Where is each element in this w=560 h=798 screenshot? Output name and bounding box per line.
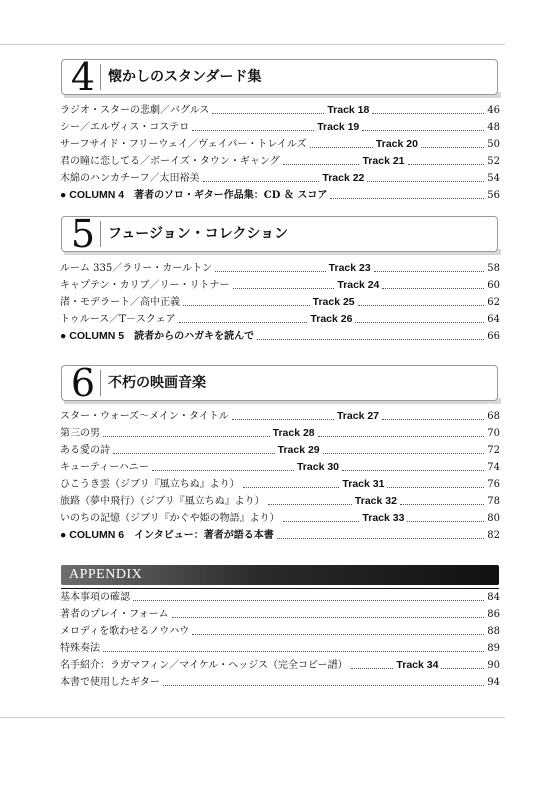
toc-entry[interactable] xyxy=(60,425,500,440)
leader-dots xyxy=(192,130,314,131)
column-page: 66 xyxy=(487,331,500,342)
leader-dots xyxy=(382,288,484,289)
entry-page: 68 xyxy=(487,411,501,422)
leader-dots xyxy=(179,322,308,323)
entry-title: 名手紹介：ラガマフィン／マイケル・ヘッジス（完全コピー譜） xyxy=(60,660,348,671)
section-6-title: 不朽の映画音楽 xyxy=(108,375,206,391)
entry-page: 50 xyxy=(487,139,501,150)
section-6-separator xyxy=(100,370,101,396)
entry-title: 旅路（夢中飛行）（ジブリ『風立ちぬ』より） xyxy=(60,496,265,507)
entry-title: サーフサイド・フリーウェイ／ヴェイパー・トレイルズ xyxy=(60,139,307,150)
leader-dots xyxy=(103,651,484,652)
entry-title: スター・ウォーズ～メイン・タイトル xyxy=(60,411,229,422)
toc-entry[interactable] xyxy=(60,136,500,151)
entry-page: 78 xyxy=(487,496,501,507)
section-5-title: フュージョン・コレクション xyxy=(108,226,289,242)
bottom-rule xyxy=(0,717,505,718)
toc-entry[interactable] xyxy=(60,260,500,275)
entry-page: 86 xyxy=(487,609,500,620)
leader-dots xyxy=(323,453,485,454)
toc-entry[interactable] xyxy=(60,153,500,168)
entry-track: Track 20 xyxy=(375,138,418,150)
leader-dots xyxy=(400,504,484,505)
section-4-header xyxy=(61,55,498,99)
entry-track: Track 27 xyxy=(336,410,380,422)
toc-entry[interactable] xyxy=(60,476,500,491)
entry-track: Track 21 xyxy=(362,155,405,167)
entry-title: 著者のプレイ・フォーム xyxy=(60,609,169,620)
leader-dots xyxy=(133,600,484,601)
leader-dots xyxy=(374,271,485,272)
leader-dots xyxy=(358,305,485,306)
top-rule xyxy=(0,44,505,45)
entry-title: 君の瞳に恋してる／ボーイズ・タウン・ギャング xyxy=(60,156,280,167)
entry-page: 94 xyxy=(487,677,500,688)
entry-title: いのちの記憶（ジブリ『かぐや姫の物語』より） xyxy=(60,513,280,524)
toc-entry[interactable] xyxy=(60,442,500,457)
entry-page: 60 xyxy=(487,280,500,291)
leader-dots xyxy=(233,288,335,289)
entry-track: Track 29 xyxy=(277,444,320,456)
section-6-header xyxy=(61,361,498,405)
leader-dots xyxy=(408,164,485,165)
column-label: ● COLUMN 5 xyxy=(60,330,125,342)
column-title: 読者からのハガキを読んで xyxy=(134,331,255,342)
entry-track: Track 26 xyxy=(310,313,353,325)
entry-page: 48 xyxy=(487,122,501,133)
leader-dots xyxy=(113,453,275,454)
section-6-number: 6 xyxy=(70,361,96,405)
leader-dots xyxy=(318,436,485,437)
entry-track: Track 34 xyxy=(396,659,439,671)
leader-dots xyxy=(192,634,484,635)
entry-title: 本書で使用したギター xyxy=(60,677,160,688)
leader-dots xyxy=(372,113,484,114)
entry-track: Track 30 xyxy=(296,461,340,473)
leader-dots xyxy=(330,198,484,199)
appendix-entry[interactable] xyxy=(60,674,500,689)
toc-entry[interactable] xyxy=(60,119,500,134)
toc-entry[interactable] xyxy=(60,277,500,292)
entry-title: ルーム 335／ラリー・カールトン xyxy=(60,263,213,274)
entry-title: シー／エルヴィス・コステロ xyxy=(60,122,190,133)
leader-dots xyxy=(268,504,352,505)
section-5-number: 5 xyxy=(70,212,96,256)
entry-page: 80 xyxy=(487,513,501,524)
entry-track: Track 19 xyxy=(317,121,360,133)
entry-track: Track 28 xyxy=(272,427,315,439)
entry-page: 64 xyxy=(487,314,500,325)
leader-dots xyxy=(441,668,484,669)
entry-page: 58 xyxy=(487,263,501,274)
leader-dots xyxy=(310,147,373,148)
entry-page: 89 xyxy=(487,643,500,654)
entry-page: 70 xyxy=(487,428,500,439)
section-4-separator xyxy=(100,64,101,90)
appendix-entry[interactable] xyxy=(60,606,500,621)
toc-entry[interactable] xyxy=(60,170,500,185)
column-title: 著者のソロ・ギター作品集：CD ＆ スコア xyxy=(134,190,328,201)
entry-page: 84 xyxy=(487,592,500,603)
leader-dots xyxy=(283,521,360,522)
section-4-title: 懐かしのスタンダード集 xyxy=(108,69,262,85)
entry-track: Track 18 xyxy=(327,104,370,116)
leader-dots xyxy=(407,521,484,522)
section-5-separator xyxy=(100,221,101,247)
leader-dots xyxy=(283,164,360,165)
leader-dots xyxy=(277,538,485,539)
section-5-header xyxy=(61,212,498,256)
entry-title: トゥルース／T－スクェア xyxy=(60,314,176,325)
appendix-entry[interactable] xyxy=(60,640,500,655)
entry-track: Track 25 xyxy=(312,296,355,308)
leader-dots xyxy=(203,181,320,182)
column-entry[interactable] xyxy=(60,328,500,343)
entry-track: Track 31 xyxy=(342,478,385,490)
entry-title: キャプテン・カリブ／リー・リトナー xyxy=(60,280,230,291)
leader-dots xyxy=(257,339,484,340)
entry-title: 第三の男 xyxy=(60,428,100,439)
entry-page: 46 xyxy=(487,105,500,116)
leader-dots xyxy=(342,470,484,471)
toc-entry[interactable] xyxy=(60,510,500,525)
leader-dots xyxy=(163,685,484,686)
leader-dots xyxy=(387,487,484,488)
appendix-entry[interactable] xyxy=(60,657,500,672)
leader-dots xyxy=(152,470,294,471)
section-4-number: 4 xyxy=(70,55,96,99)
appendix-entry[interactable] xyxy=(60,623,500,638)
toc-entry[interactable] xyxy=(60,102,500,117)
appendix-header xyxy=(61,565,499,585)
leader-dots xyxy=(183,305,310,306)
entry-page: 62 xyxy=(487,297,500,308)
entry-title: 木綿のハンカチーフ／太田裕美 xyxy=(60,173,200,184)
entry-title: メロディを歌わせるノウハウ xyxy=(60,626,190,637)
leader-dots xyxy=(243,487,340,488)
leader-dots xyxy=(212,113,324,114)
entry-page: 76 xyxy=(487,479,501,490)
toc-entry[interactable] xyxy=(60,294,500,309)
toc-entry[interactable] xyxy=(60,311,500,326)
leader-dots xyxy=(103,436,270,437)
leader-dots xyxy=(172,617,485,618)
leader-dots xyxy=(355,322,484,323)
column-title: インタビュー：著者が語る本書 xyxy=(134,530,274,541)
entry-track: Track 24 xyxy=(337,279,380,291)
entry-track: Track 22 xyxy=(322,172,365,184)
entry-track: Track 23 xyxy=(328,262,371,274)
leader-dots xyxy=(362,130,484,131)
entry-page: 72 xyxy=(487,445,500,456)
toc-entry[interactable] xyxy=(60,459,500,474)
entry-title: 渚・モデラート／高中正義 xyxy=(60,297,180,308)
entry-page: 52 xyxy=(487,156,501,167)
entry-page: 54 xyxy=(487,173,500,184)
leader-dots xyxy=(382,419,484,420)
appendix-title: APPENDIX xyxy=(69,567,143,582)
entry-title: ある愛の詩 xyxy=(60,445,110,456)
column-label: ● COLUMN 6 xyxy=(60,529,125,541)
entry-title: キューティーハニー xyxy=(60,462,149,473)
toc-entry[interactable] xyxy=(60,408,500,423)
entry-title: ひこうき雲（ジブリ『風立ちぬ』より） xyxy=(60,479,240,490)
entry-title: 基本事項の確認 xyxy=(60,592,130,603)
column-entry[interactable] xyxy=(60,187,500,202)
leader-dots xyxy=(351,668,394,669)
leader-dots xyxy=(421,147,484,148)
column-page: 56 xyxy=(487,190,500,201)
column-label: ● COLUMN 4 xyxy=(60,189,125,201)
column-entry[interactable] xyxy=(60,527,500,542)
leader-dots xyxy=(232,419,334,420)
entry-page: 88 xyxy=(487,626,500,637)
entry-page: 90 xyxy=(487,660,501,671)
leader-dots xyxy=(367,181,484,182)
appendix-entry[interactable] xyxy=(60,589,500,604)
toc-entry[interactable] xyxy=(60,493,500,508)
entry-title: ラジオ・スターの悲劇／バグルス xyxy=(60,105,210,116)
leader-dots xyxy=(215,271,326,272)
column-page: 82 xyxy=(487,530,500,541)
entry-track: Track 33 xyxy=(362,512,405,524)
entry-page: 74 xyxy=(487,462,501,473)
entry-track: Track 32 xyxy=(354,495,397,507)
entry-title: 特殊奏法 xyxy=(60,643,100,654)
